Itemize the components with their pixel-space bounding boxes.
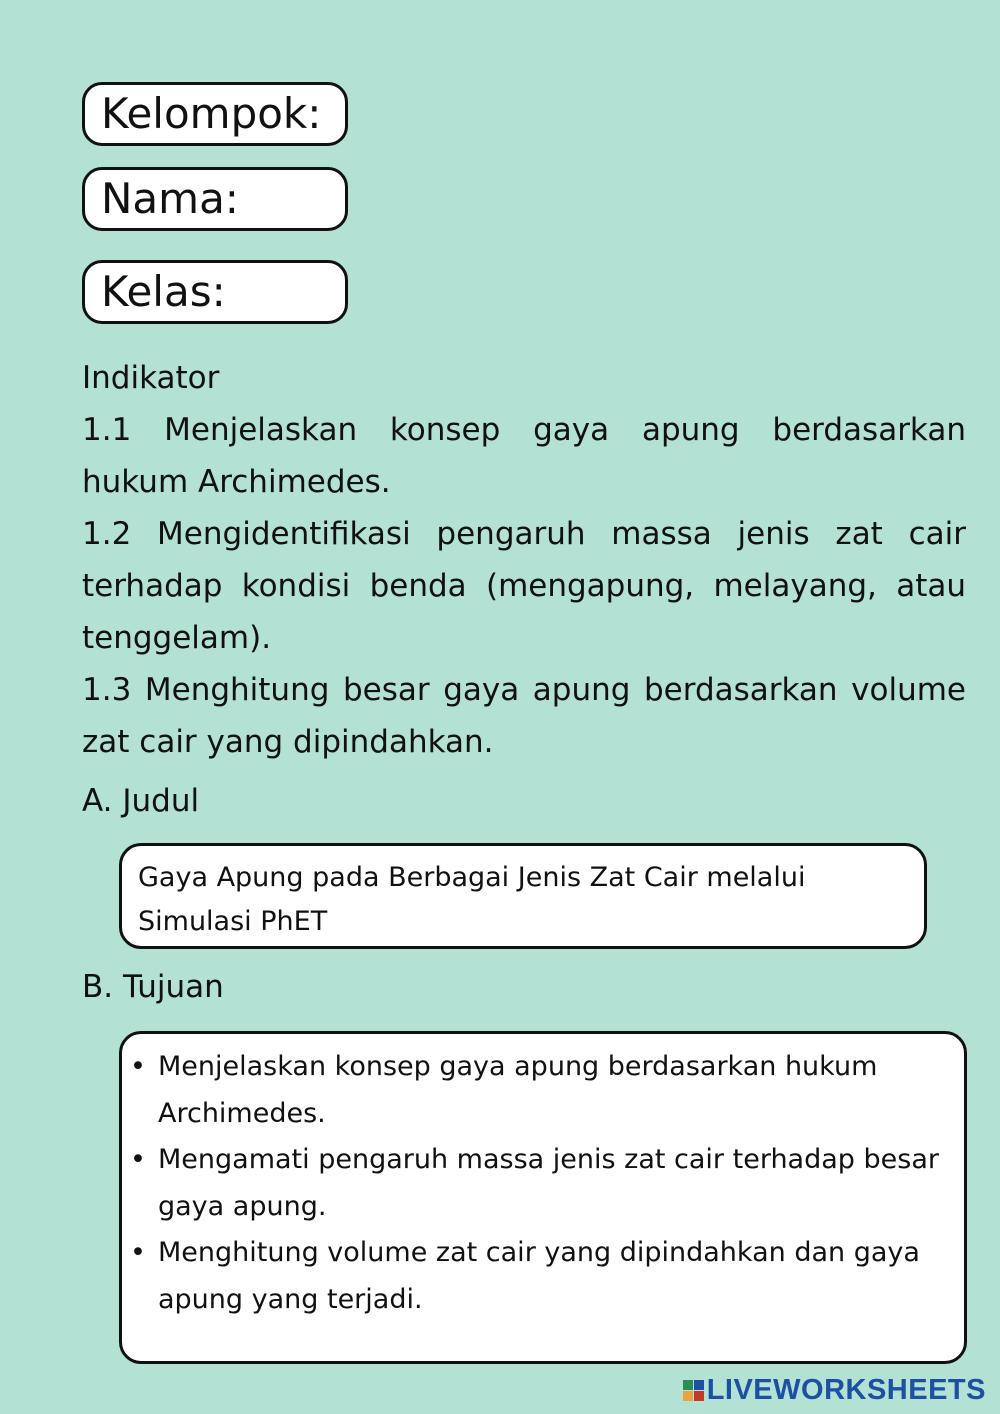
group-field[interactable]: [82, 82, 348, 146]
objective-item: • Menghitung volume zat cair yang dipindahkan dan gaya apung yang terjadi.: [158, 1230, 960, 1323]
logo-text: LIVEWORKSHEETS: [706, 1374, 986, 1406]
objectives-list: [158, 1044, 960, 1323]
class-field-label: Kelas:: [101, 267, 226, 316]
title-box: [119, 843, 927, 949]
section-a-label: A. Judul: [82, 783, 200, 819]
logo-square: [683, 1380, 693, 1390]
objectives-box: [119, 1031, 967, 1364]
logo-square: [694, 1391, 704, 1401]
indicator-item: 1.2 Mengidentifikasi pengaruh massa jenis zat cair terhadap kondisi benda (mengapung, melayang, atau tenggelam).: [82, 516, 966, 656]
class-field[interactable]: [82, 260, 348, 324]
logo-square: [694, 1380, 704, 1390]
logo-square: [683, 1391, 693, 1401]
indicator-section: [82, 352, 966, 768]
objective-item: • Menjelaskan konsep gaya apung berdasarkan hukum Archimedes.: [158, 1044, 960, 1137]
section-b-label: B. Tujuan: [82, 969, 224, 1005]
title-text: Gaya Apung pada Berbagai Jenis Zat Cair melalui Simulasi PhET: [138, 862, 806, 937]
name-field-label: Nama:: [101, 174, 239, 223]
name-field[interactable]: [82, 167, 348, 231]
indicator-heading: Indikator: [82, 360, 220, 396]
indicator-item: 1.3 Menghitung besar gaya apung berdasarkan volume zat cair yang dipindahkan.: [82, 672, 966, 760]
liveworksheets-logo: [683, 1374, 986, 1407]
group-field-label: Kelompok:: [101, 89, 322, 138]
objective-item: • Mengamati pengaruh massa jenis zat cair terhadap besar gaya apung.: [158, 1137, 960, 1230]
logo-grid-icon: [683, 1380, 704, 1401]
indicator-item: 1.1 Menjelaskan konsep gaya apung berdasarkan hukum Archimedes.: [82, 412, 966, 500]
